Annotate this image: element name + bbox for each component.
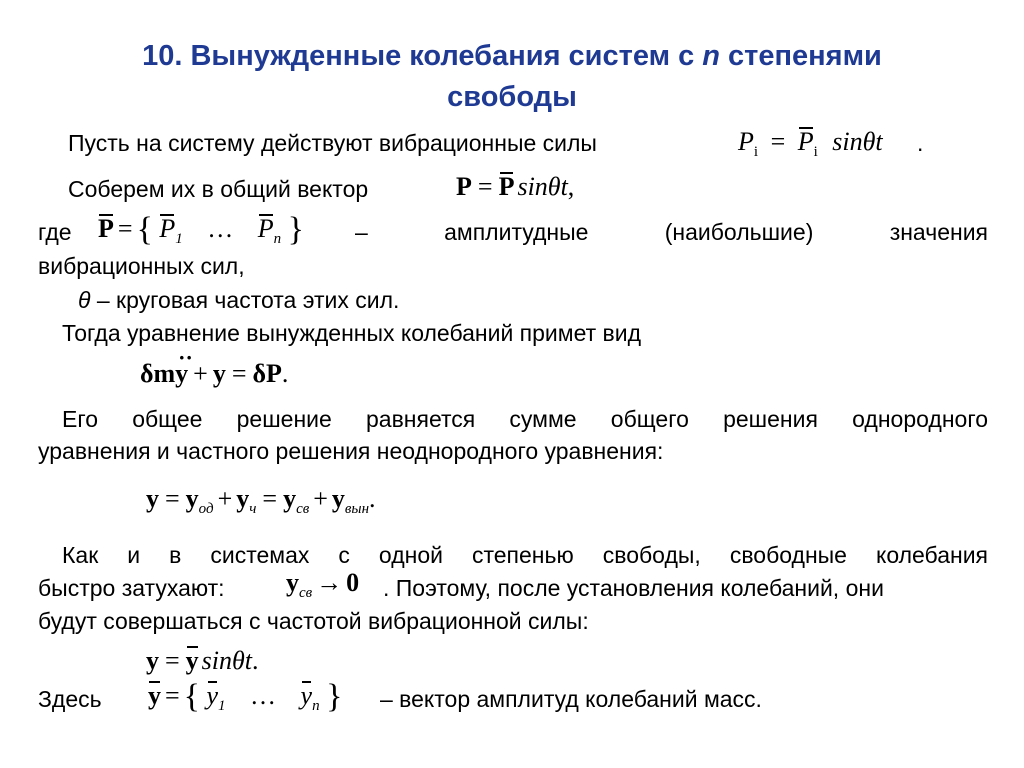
word-zdes: Здесь — [38, 686, 102, 712]
formula-solution: $y = y_{од} + y_ч = y_{св} + y_{вын}$. — [146, 484, 376, 517]
paragraph-equation-intro: Тогда уравнение вынужденных колебаний примет вид — [62, 320, 642, 346]
paragraph-general-solution: Его общее решение равняется сумме общего решения однородного — [62, 406, 988, 432]
formula-decay: $y_{св} \to 0$ — [286, 568, 360, 601]
formula-equation-of-motion: δmy ·· + y = δP. — [140, 345, 289, 388]
paragraph-amplitude-vector: – вектор амплитуд колебаний масс. — [380, 686, 762, 712]
page-title: 10. Вынужденные колебания систем с n степенями свободы — [142, 40, 882, 113]
paragraph-free-vibrations: Как и в системах с одной степенью свободы, свободные колебания — [62, 542, 988, 568]
paragraph-vector: Соберем их в общий вектор — [68, 176, 369, 202]
amplitude-description: – амплитудные (наибольшие) значения — [355, 219, 988, 245]
formula-amplitude-vector: P = { $P_1$ … $P_n$ } — [98, 211, 304, 248]
formula-amplitude-y: y = { $y_1$ … $y_n$ } — [148, 678, 343, 715]
formula-pi: $P_i = P_i$ sinθt — [738, 127, 883, 160]
paragraph-theta: θ – круговая частота этих сил. — [78, 287, 400, 313]
formula-steady-state: y = y sinθt. — [146, 646, 259, 675]
formula-vector-p: P = P sinθt, — [456, 172, 575, 201]
word-gde: где — [38, 219, 72, 245]
paragraph-forces: Пусть на систему действуют вибрационные силы — [68, 130, 597, 156]
